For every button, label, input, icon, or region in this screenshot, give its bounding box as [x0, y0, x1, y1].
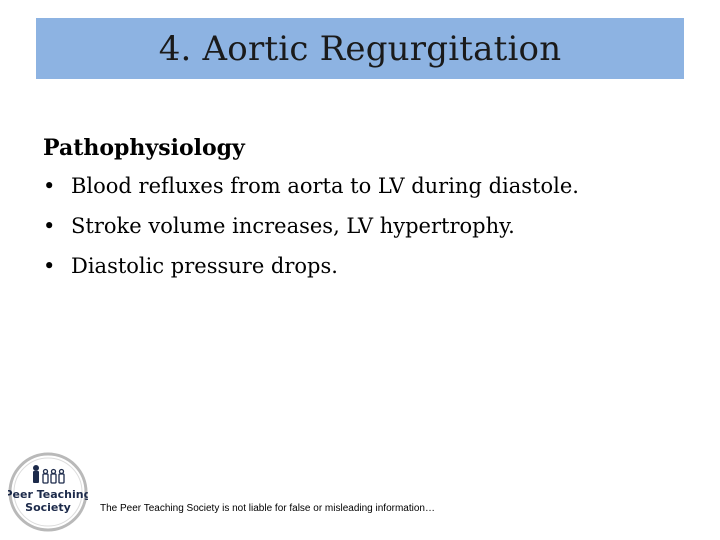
bullet-text: Blood refluxes from aorta to LV during diastole. [71, 174, 579, 198]
slide-title: 4. Aortic Regurgitation [158, 28, 562, 69]
svg-text:Peer Teaching: Peer Teaching [8, 488, 88, 501]
bullet-marker: • [43, 214, 56, 238]
bullet-text: Diastolic pressure drops. [71, 254, 338, 278]
bullet-marker: • [43, 174, 56, 198]
bullet-item [43, 246, 703, 286]
bullet-marker: • [43, 254, 56, 278]
bullet-item [43, 166, 703, 206]
peer-teaching-society-logo-icon [8, 452, 88, 532]
disclaimer-text: The Peer Teaching Society is not liable for false or misleading information… [100, 503, 435, 514]
section-heading: Pathophysiology [43, 135, 245, 161]
slide-body [43, 130, 703, 286]
title-bar [36, 18, 684, 79]
bullet-text: Stroke volume increases, LV hypertrophy. [71, 214, 515, 238]
svg-text:Society: Society [25, 501, 71, 514]
bullet-item [43, 206, 703, 246]
bullet-list [43, 166, 703, 286]
